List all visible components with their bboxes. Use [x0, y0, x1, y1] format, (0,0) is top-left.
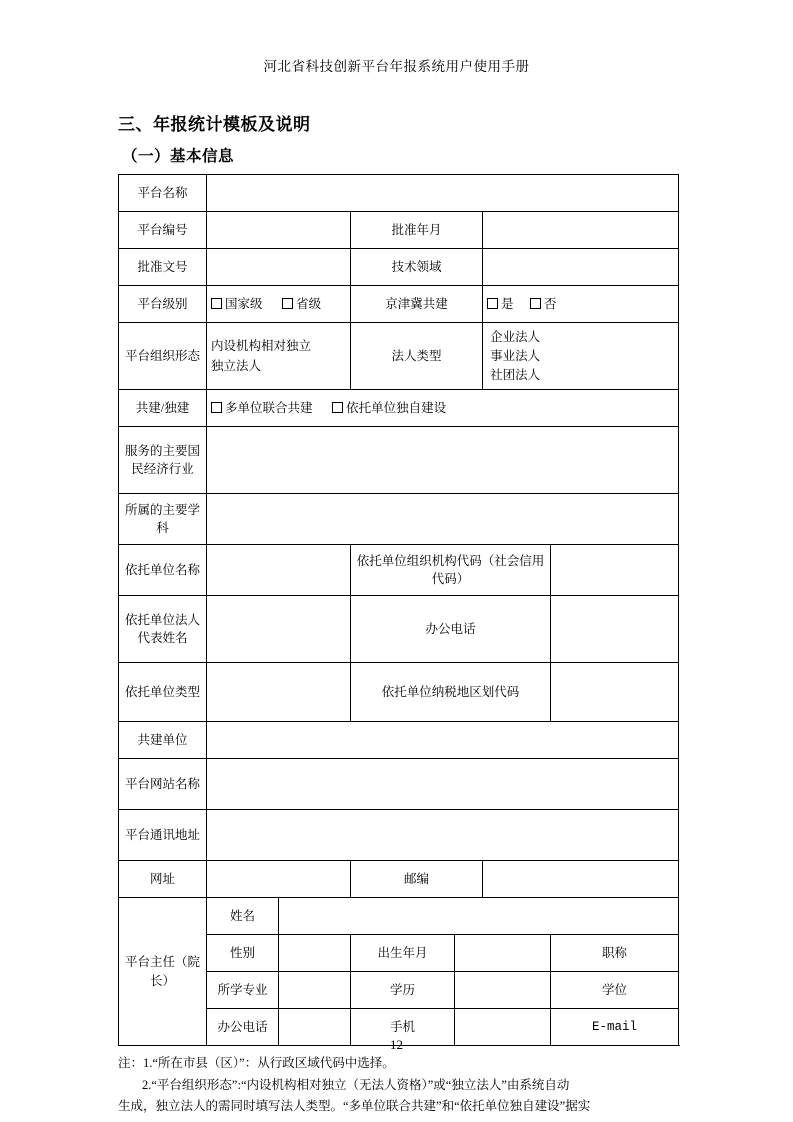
- checkbox-org-independent[interactable]: [211, 357, 346, 375]
- label-gender: 性别: [207, 935, 279, 972]
- field-tech-field[interactable]: [483, 249, 679, 286]
- label-platform-level: 平台级别: [119, 286, 207, 323]
- running-header: 河北省科技创新平台年报系统用户使用手册: [263, 59, 530, 74]
- field-host-legal-rep[interactable]: [207, 596, 351, 663]
- label-host-legal-rep: 依托单位法人代表姓名: [119, 596, 207, 663]
- table-row: [119, 494, 679, 545]
- field-host-unit-name[interactable]: [207, 545, 351, 596]
- checkbox-joint-multi[interactable]: [211, 399, 313, 417]
- label-joint-or-sole: 共建/独建: [119, 390, 207, 427]
- label-platform-site-name: 平台网站名称: [119, 759, 207, 810]
- table-row: [119, 596, 679, 663]
- field-discipline[interactable]: [207, 494, 679, 545]
- page-number: 12: [390, 1037, 403, 1052]
- checkbox-label: 社团法人: [490, 368, 541, 383]
- field-birth-date[interactable]: [455, 935, 551, 972]
- checkbox-box-icon: [487, 298, 498, 309]
- checkbox-label: 否: [544, 296, 557, 311]
- field-host-unit-org-code[interactable]: [551, 545, 679, 596]
- table-row: [119, 175, 679, 212]
- table-row: [119, 861, 679, 898]
- table-row: [119, 545, 679, 596]
- field-joint-units[interactable]: [207, 722, 679, 759]
- label-platform-name: 平台名称: [119, 175, 207, 212]
- checkbox-label: 企业法人: [490, 329, 541, 344]
- checkbox-org-internal[interactable]: [211, 337, 346, 355]
- section-title: 三、年报统计模板及说明: [118, 115, 311, 134]
- table-row: [119, 427, 679, 494]
- checkbox-jjj-yes[interactable]: [487, 295, 514, 313]
- note-line-2: 2.“平台组织形态”:“内设机构相对独立（无法人资格）”或“独立法人”由系统自动: [142, 1077, 570, 1092]
- field-host-tax-region-code[interactable]: [551, 663, 679, 722]
- label-director-text: 平台主任（院长）: [124, 955, 200, 988]
- table-row: [119, 390, 679, 427]
- field-postcode[interactable]: [483, 861, 679, 898]
- table-row: [119, 663, 679, 722]
- checkbox-box-icon: [530, 298, 541, 309]
- label-approval-doc: 批准文号: [119, 249, 207, 286]
- field-name[interactable]: [279, 898, 679, 935]
- label-org-form: 平台组织形态: [119, 323, 207, 390]
- field-legal-type[interactable]: [483, 323, 679, 390]
- label-office-phone-1: 办公电话: [351, 596, 551, 663]
- checkbox-box-icon: [332, 402, 343, 413]
- table-row: [119, 722, 679, 759]
- label-birth-date: 出生年月: [351, 935, 455, 972]
- label-host-unit-name: 依托单位名称: [119, 545, 207, 596]
- field-host-unit-type[interactable]: [207, 663, 351, 722]
- field-website[interactable]: [207, 861, 351, 898]
- field-major[interactable]: [279, 972, 351, 1009]
- checkbox-legal-institution[interactable]: [487, 347, 674, 365]
- label-host-unit-type: 依托单位类型: [119, 663, 207, 722]
- field-education[interactable]: [455, 972, 551, 1009]
- checkbox-box-icon: [211, 402, 222, 413]
- field-platform-name[interactable]: [207, 175, 679, 212]
- table-row: [119, 286, 679, 323]
- checkbox-label: 独立法人: [211, 358, 262, 373]
- checkbox-label: 依托单位独自建设: [346, 400, 447, 415]
- field-office-phone-1[interactable]: [551, 596, 679, 663]
- checkbox-jjj-no[interactable]: [530, 295, 557, 313]
- field-approval-date[interactable]: [483, 212, 679, 249]
- checkbox-legal-enterprise[interactable]: [487, 328, 674, 346]
- field-platform-site-name[interactable]: [207, 759, 679, 810]
- label-discipline: 所属的主要学科: [119, 494, 207, 545]
- label-mobile: 手机: [351, 1009, 455, 1046]
- checkbox-label: 国家级: [225, 296, 263, 311]
- label-name: 姓名: [207, 898, 279, 935]
- checkbox-label: 省级: [296, 296, 322, 311]
- label-host-tax-region-code: 依托单位纳税地区划代码: [351, 663, 551, 722]
- table-row: [119, 898, 679, 935]
- table-row: [119, 249, 679, 286]
- label-legal-type: 法人类型: [351, 323, 483, 390]
- table-row: [119, 323, 679, 390]
- field-platform-code[interactable]: [207, 212, 351, 249]
- checkbox-box-icon: [211, 298, 222, 309]
- label-education: 学历: [351, 972, 455, 1009]
- form-notes: [118, 1053, 678, 1118]
- label-joint-units: 共建单位: [119, 722, 207, 759]
- label-website: 网址: [119, 861, 207, 898]
- note-line-1: 注：1.“所在市县（区）”：从行政区域代码中选择。: [118, 1056, 395, 1070]
- label-email: E-mail: [551, 1009, 679, 1046]
- label-title-rank: 职称: [551, 935, 679, 972]
- field-org-form[interactable]: [207, 323, 351, 390]
- field-approval-doc[interactable]: [207, 249, 351, 286]
- label-office-phone-2: 办公电话: [207, 1009, 279, 1046]
- label-platform-address: 平台通讯地址: [119, 810, 207, 861]
- field-gender[interactable]: [279, 935, 351, 972]
- label-industry-served: 服务的主要国民经济行业: [119, 427, 207, 494]
- label-director: [119, 898, 207, 1046]
- label-jingjinji: 京津冀共建: [351, 286, 483, 323]
- field-platform-address[interactable]: [207, 810, 679, 861]
- field-industry-served[interactable]: [207, 427, 679, 494]
- label-degree: 学位: [551, 972, 679, 1009]
- field-joint-or-sole[interactable]: [207, 390, 679, 427]
- checkbox-joint-sole[interactable]: [332, 399, 446, 417]
- page-content: [118, 110, 678, 1118]
- note-line-3: 生成，独立法人的需同时填写法人类型。“多单位联合共建”和“依托单位独自建设”据实: [118, 1099, 591, 1113]
- label-platform-code: 平台编号: [119, 212, 207, 249]
- label-major: 所学专业: [207, 972, 279, 1009]
- table-row: [119, 212, 679, 249]
- checkbox-label: 事业法人: [490, 348, 541, 363]
- checkbox-label: 多单位联合共建: [225, 400, 313, 415]
- label-host-unit-org-code: 依托单位组织机构代码（社会信用代码）: [351, 545, 551, 596]
- label-approval-date: 批准年月: [351, 212, 483, 249]
- label-tech-field: 技术领域: [351, 249, 483, 286]
- field-platform-level[interactable]: [207, 286, 351, 323]
- checkbox-level-provincial[interactable]: [282, 295, 321, 313]
- checkbox-legal-association[interactable]: [487, 366, 674, 384]
- checkbox-label: 是: [501, 296, 514, 311]
- table-row: [119, 759, 679, 810]
- field-jingjinji[interactable]: [483, 286, 679, 323]
- checkbox-box-icon: [282, 298, 293, 309]
- table-row: [119, 810, 679, 861]
- checkbox-level-national[interactable]: [211, 295, 263, 313]
- label-postcode: 邮编: [351, 861, 483, 898]
- checkbox-label: 内设机构相对独立: [211, 339, 312, 354]
- basic-info-form-table: [118, 174, 679, 1046]
- subsection-title: （一）基本信息: [122, 148, 235, 165]
